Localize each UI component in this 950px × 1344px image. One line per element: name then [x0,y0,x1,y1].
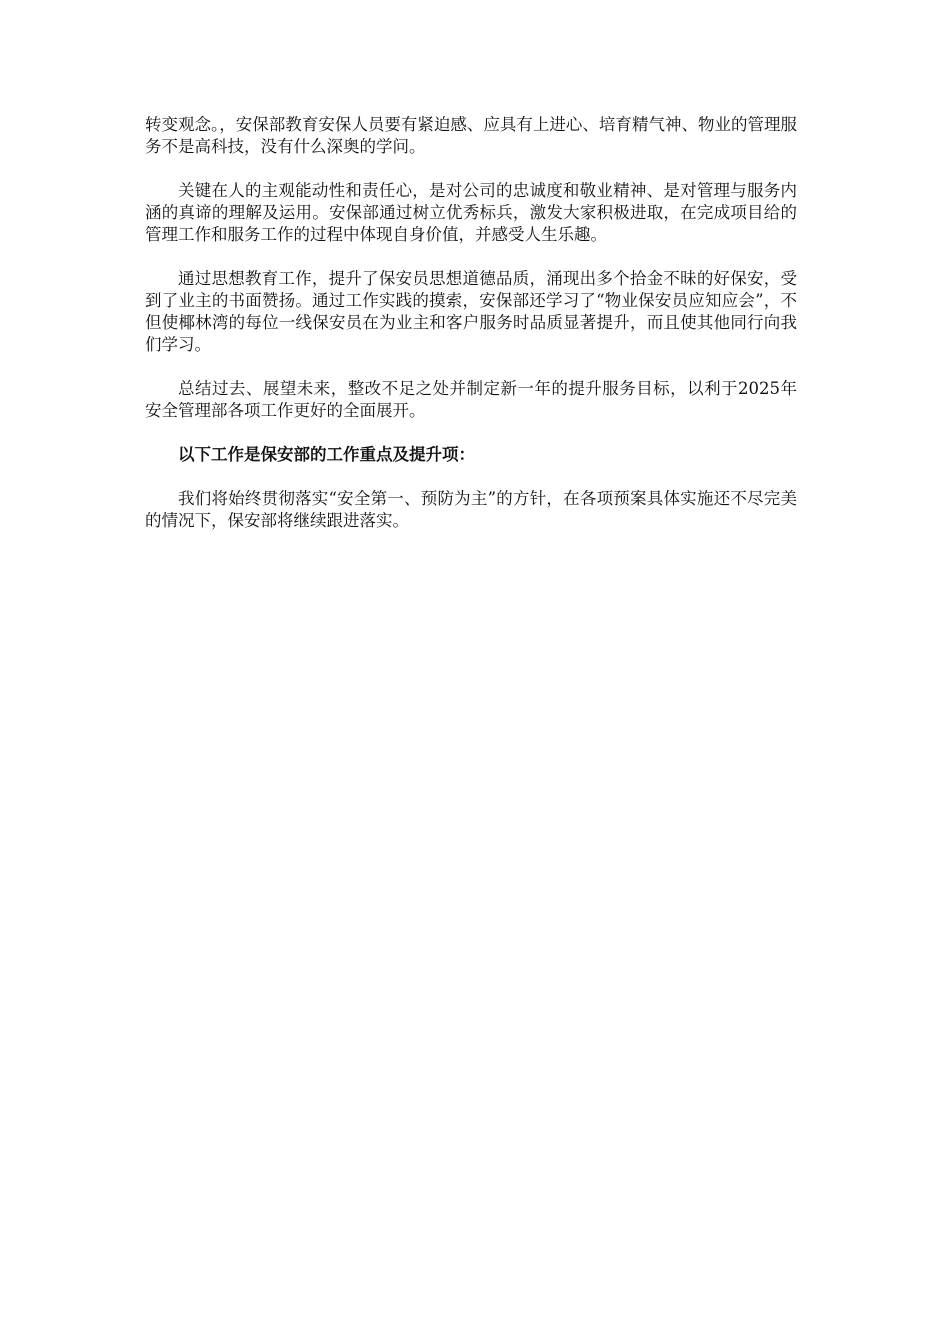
paragraph-3: 通过思想教育工作，提升了保安员思想道德品质，涌现出多个拾金不昧的好保安，受到了业主的书面赞扬。通过工作实践的摸索，安保部还学习了“物业保安员应知应会”，不但使椰林湾的每位一线保安员在为业主和客户服务时品质显著提升，而且使其他同行向我们学习。 [145,269,797,354]
paragraph-closing: 我们将始终贯彻落实“安全第一、预防为主”的方针，在各项预案具体实施还不尽完美的情况下，保安部将继续跟进落实。 [145,489,797,530]
section-heading: 以下工作是保安部的工作重点及提升项： [178,445,475,464]
paragraph-2: 关键在人的主观能动性和责任心，是对公司的忠诚度和敬业精神、是对管理与服务内涵的真谛的理解及运用。安保部通过树立优秀标兵，激发大家积极进取，在完成项目给的管理工作和服务工作的过程中体现自身价值，并感受人生乐趣。 [145,181,797,244]
paragraph-1: 转变观念。，安保部教育安保人员要有紧迫感、应具有上进心、培育精气神、物业的管理服务不是高科技，没有什么深奥的学问。 [145,115,797,156]
paragraph-4: 总结过去、展望未来，整改不足之处并制定新一年的提升服务目标，以利于2025年安全管理部各项工作更好的全面展开。 [145,379,797,420]
document-body [145,114,797,554]
